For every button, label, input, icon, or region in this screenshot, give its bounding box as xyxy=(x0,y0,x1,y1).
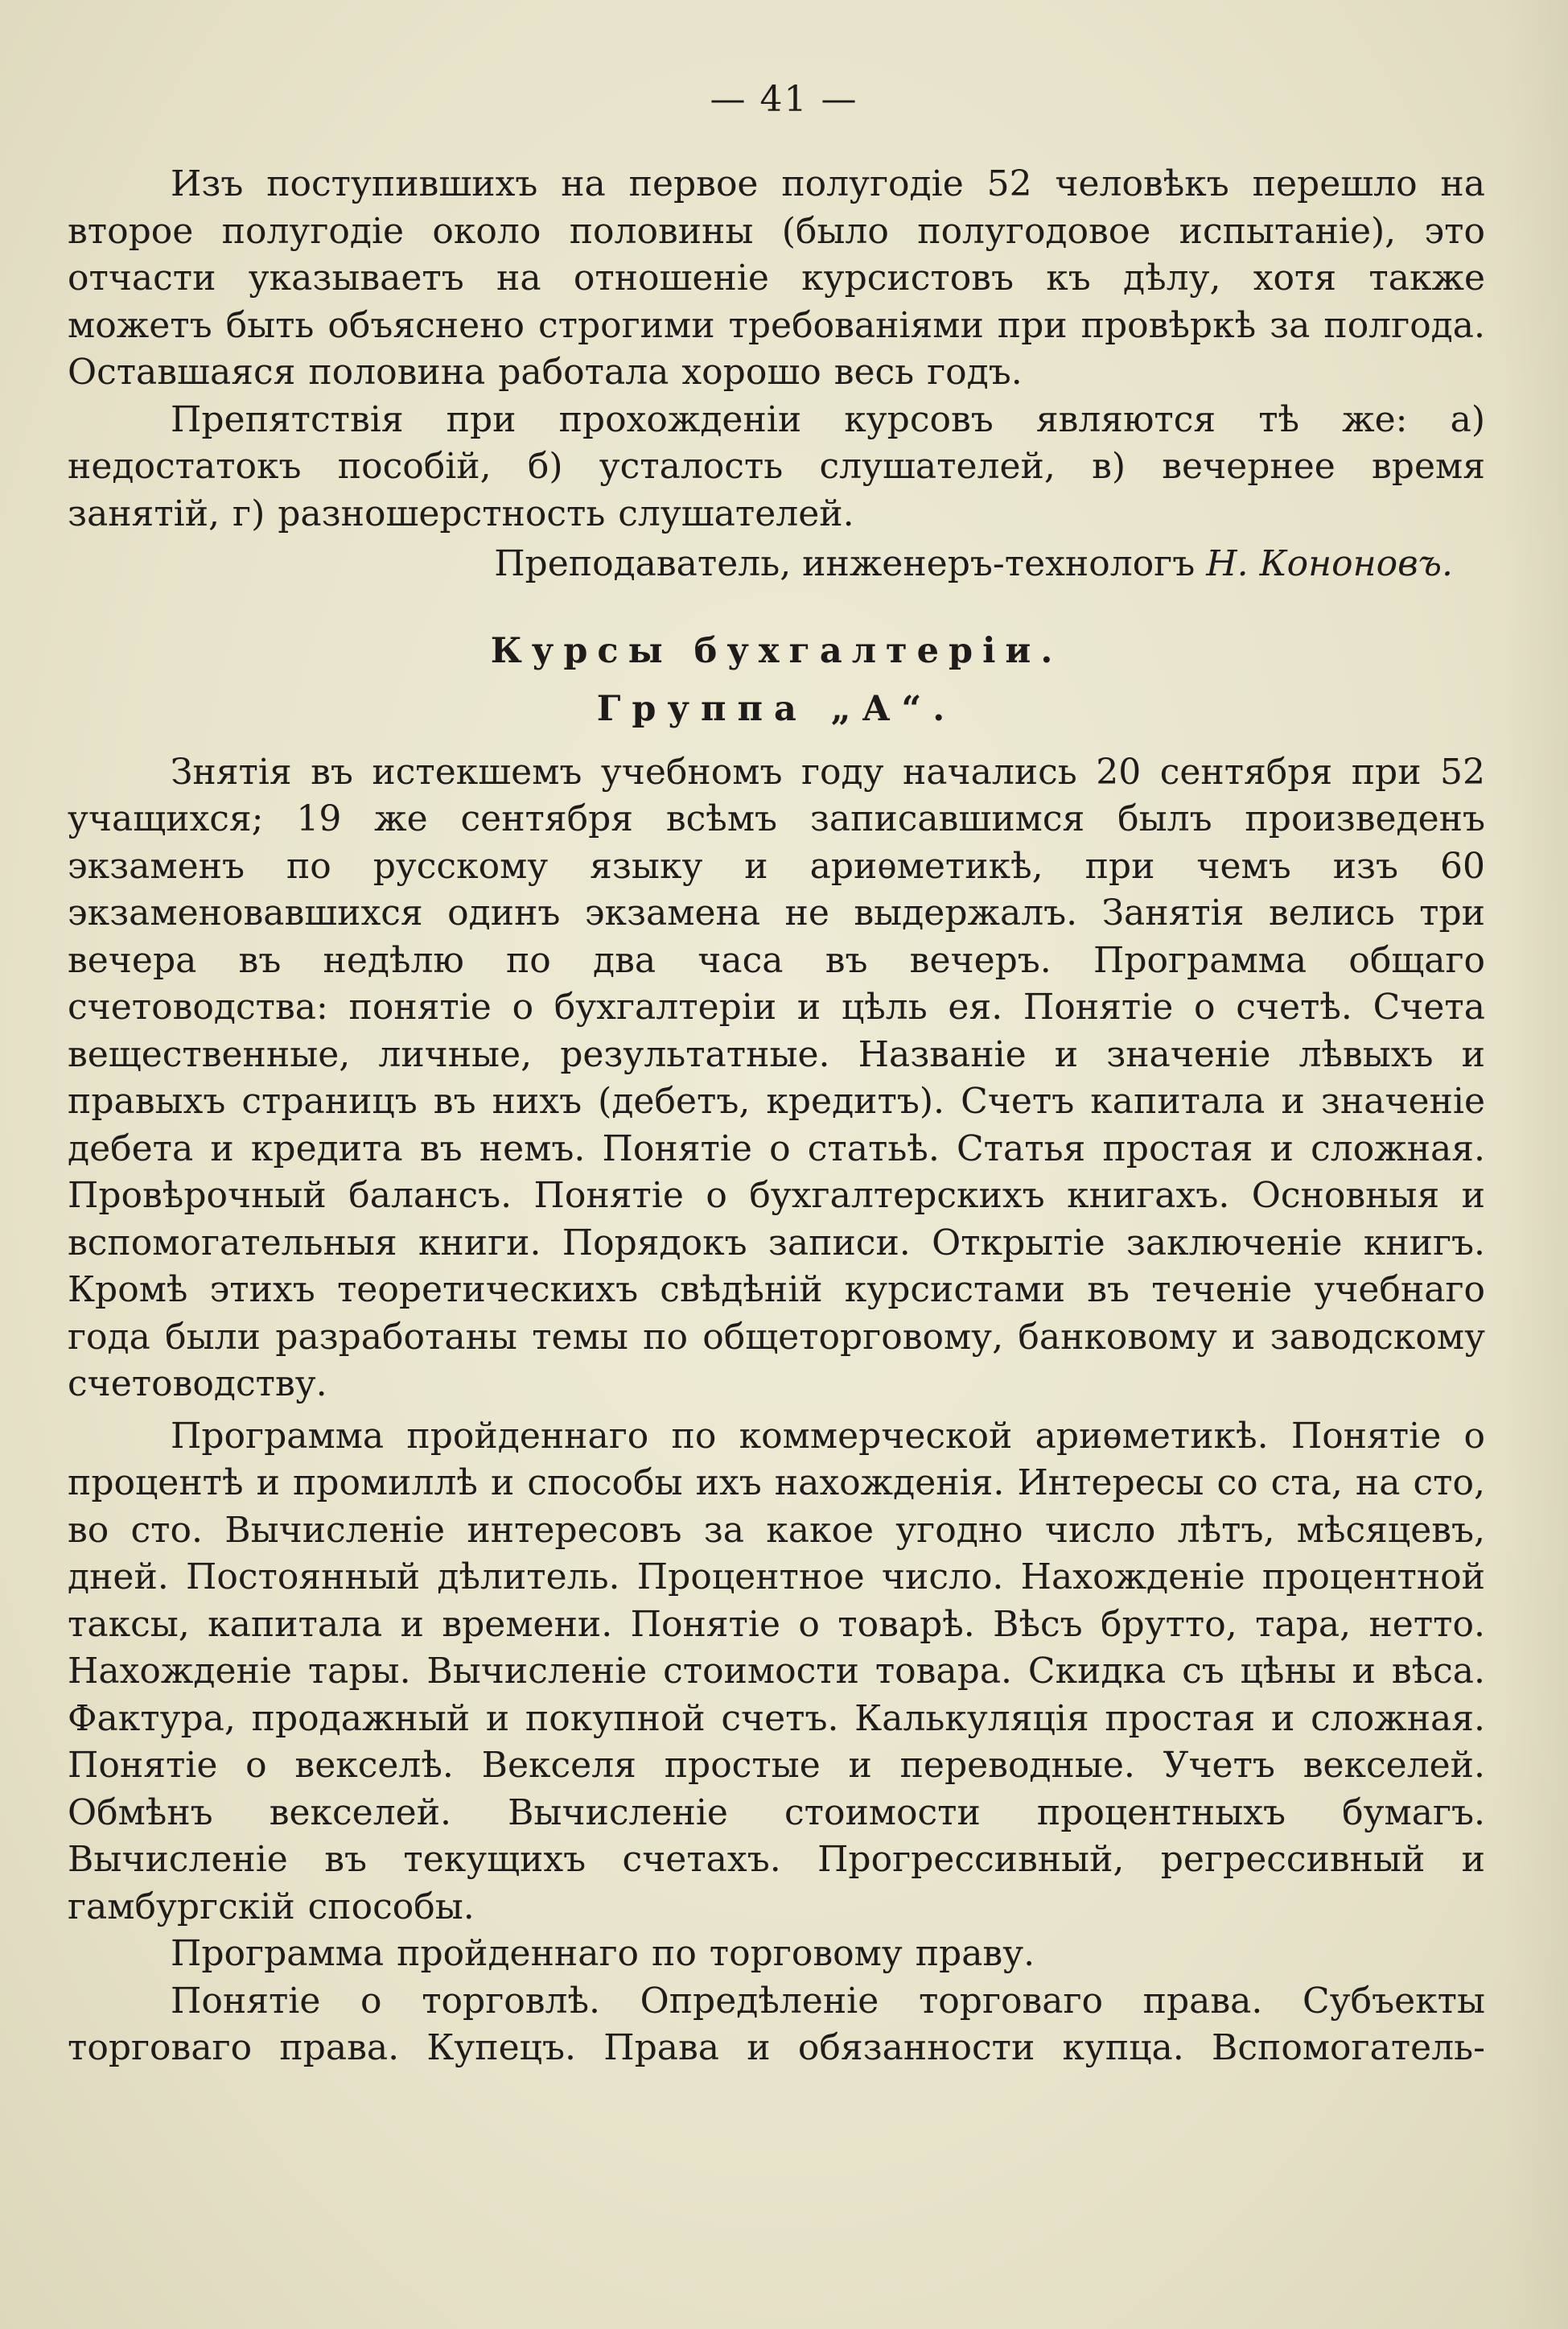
paragraph-arithmetic-program: Программа пройденнаго по коммерческой ариѳметикѣ. Понятіе о процентѣ и промиллѣ и способы ихъ нахожденія. Интересы со ста, на сто, во сто. Вычисленіе интересовъ за какое угодно число лѣтъ, мѣсяцевъ, дней. Постоянный дѣлитель. Процентное число. Нахожденіе процентной таксы, капитала и времени. Понятіе о товарѣ. Вѣсъ брутто, тара, нетто. Нахожденіе тары. Вычисленіе стоимости товара. Скидка съ цѣны и вѣса. Фактура, продажный и покупной счетъ. Калькуляція простая и сложная. Понятіе о векселѣ. Векселя простые и переводные. Учетъ векселей. Обмѣнъ векселей. Вычисленіе стоимости процентныхъ бумагъ. Вычисленіе въ текущихъ счетахъ. Прогрессивный, регрессивный и гамбургскій способы. xyxy=(68,1415,1485,1927)
page-edge-shadow xyxy=(1504,0,1568,2329)
group-title: Группа „А“. xyxy=(596,688,957,729)
paragraph-bookkeeping-program: Знятія въ истекшемъ учебномъ году начались 20 сентября при 52 учащихся; 19 же сентября всѣмъ записавшимся былъ произведенъ экзаменъ по русскому языку и ариѳметикѣ, при чемъ изъ 60 экзаменовавшихся одинъ экзамена не выдержалъ. Занятія велись три вечера въ недѣлю по два часа въ вечеръ. Программа общаго счетоводства: понятіе о бухгалтеріи и цѣль ея. Понятіе о счетѣ. Счета вещественные, личные, результатные. Названіе и значеніе лѣвыхъ и правыхъ страницъ въ нихъ (дебетъ, кредитъ). Счетъ капитала и значеніе дебета и кредита въ немъ. Понятіе о статьѣ. Статья простая и сложная. Провѣрочный балансъ. Понятіе о бухгалтерскихъ книгахъ. Основныя и вспомогательныя книги. Порядокъ записи. Открытіе заключеніе книгъ. Кромѣ этихъ теоретическихъ свѣдѣній курсистами въ теченіе учебнаго года были разработаны темы по общеторговому, банковому и заводскому счетоводству. xyxy=(68,751,1485,1404)
paragraph-trade-law-heading: Программа пройденнаго по торговому праву. xyxy=(171,1933,1035,1974)
section-title: Курсы бухгалтеріи. xyxy=(490,630,1063,671)
paragraph-obstacles: Препятствія при прохожденіи курсовъ являются тѣ же: а) недостатокъ пособій, б) усталость слушателей, в) вечернее время занятій, г) разношерстность слушателей. xyxy=(68,398,1485,534)
paragraph-attendance: Изъ поступившихъ на первое полугодіе 52 человѣкъ перешло на второе полугодіе около половины (было полугодовое испытаніе), это отчасти указываетъ на отношеніе курсистовъ къ дѣлу, хотя также можетъ быть объяснено строгими требованіями при провѣркѣ за полгода. Оставшаяся половина работала хорошо весь годъ. xyxy=(68,163,1485,393)
signature-role: Преподаватель, инженеръ-технологъ xyxy=(494,543,1196,584)
paragraph-trade-law: Понятіе о торговлѣ. Опредѣленіе торговаго права. Субъекты торговаго права. Купецъ. Права и обязанности купца. Вспомогатель- xyxy=(68,1980,1485,2068)
signature-name: Н. Кононовъ. xyxy=(1206,543,1453,584)
signature xyxy=(68,541,1485,588)
page-number: — 41 — xyxy=(710,79,858,120)
page-content xyxy=(68,161,1485,2072)
